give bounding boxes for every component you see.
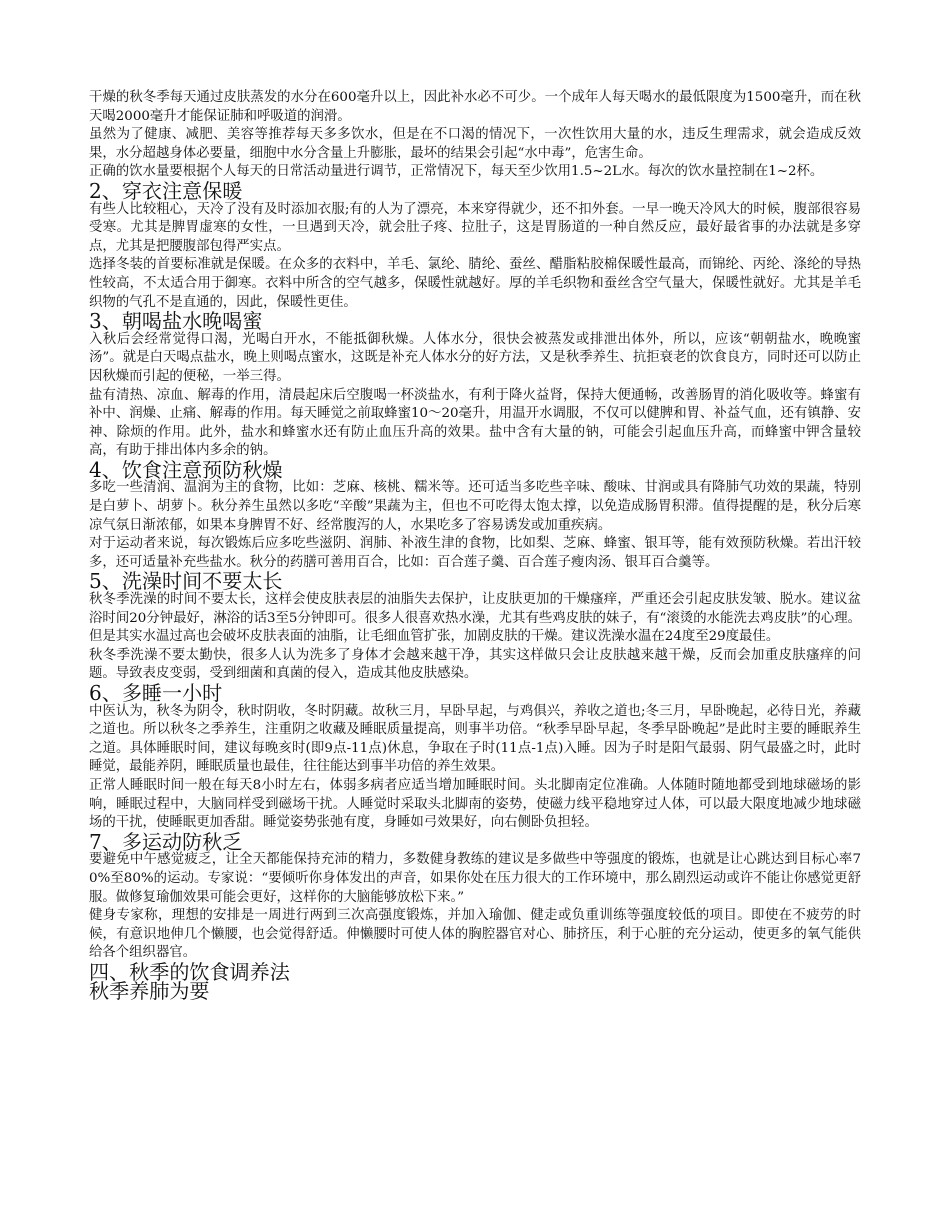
- paragraph-water-intake: 干燥的秋冬季每天通过皮肤蒸发的水分在600毫升以上，因此补水必不可少。一个成年人每天喝水的最低限度为1500毫升，而在秋天喝2000毫升才能保证肺和呼吸道的润滑。: [89, 90, 861, 124]
- paragraph-bath-frequency: 秋冬季洗澡不要太勤快，很多人认为洗多了身体才会越来越干净，其实这样做只会让皮肤越来越干燥，反而会加重皮肤瘙痒的问题。导致表皮变弱，受到细菌和真菌的侵入，造成其他皮肤感染。: [89, 647, 861, 682]
- heading-sleep-more: 6、多睡一小时: [89, 681, 223, 705]
- paragraph-dress-warm: 有些人比较粗心，天冷了没有及时添加衣服;有的人为了漂亮，本来穿得就少，还不扣外套。一早一晚天冷风大的时候，腹部很容易受寒。尤其是脾胃虚寒的女性，一旦遇到天冷，就会肚子疼、拉肚子，这是胃肠道的一种自然反应，最好最省事的办法就是多穿点，尤其是把腰腹部包得严实点。: [89, 201, 861, 254]
- heading-exercise: 7、多运动防秋乏: [89, 829, 243, 854]
- paragraph-exercise-intensity: 要避免中午感觉疲乏，让全天都能保持充沛的精力，多数健身教练的建议是多做些中等强度的锻炼，也就是让心跳达到目标心率70%至80%的运动。专家说：“要倾听你身体发出的声音，如果你处在压力很大的工作环境中，那么剧烈运动或许不能让你感觉更舒服。做修复瑜伽效果可能会更好，这样你的大脑能够放松下来。”: [89, 852, 861, 905]
- paragraph-salt-honey: 入秋后会经常觉得口渴，光喝白开水，不能抵御秋燥。人体水分，很快会被蒸发或排泄出体外，所以，应该“朝朝盐水，晚晚蜜汤”。就是白天喝点盐水，晚上则喝点蜜水，这既是补充人体水分的好方法，又是秋季养生、抗拒衰老的饮食良方，同时还可以防止因秋燥而引起的便秘，一举三得。: [89, 331, 861, 384]
- paragraph-winter-clothing: 选择冬装的首要标准就是保暖。在众多的衣料中，羊毛、氯纶、腈纶、蚕丝、醋脂粘胶棉保暖性最高，而锦纶、丙纶、涤纶的导热性较高，不太适合用于御寒。衣料中所含的空气越多，保暖性就越好。厚的羊毛织物和蚕丝含空气量大，保暖性就好。尤其是羊毛织物的气孔不是直通的，因此，保暖性更佳。: [89, 257, 861, 310]
- heading-diet-dryness: 4、饮食注意预防秋燥: [89, 457, 283, 482]
- paragraph-water-poisoning: 虽然为了健康、减肥、美容等推荐每天多多饮水，但是在不口渴的情况下，一次性饮用大量的水，违反生理需求，就会造成反效果，水分超越身体必要量，细胞中水分含量上升膨胀，最坏的结果会引起“水中毒”，危害生命。: [89, 127, 861, 161]
- paragraph-athlete-diet: 对于运动者来说，每次锻炼后应多吃些滋阴、润肺、补液生津的食物，比如梨、芝麻、蜂蜜、银耳等，能有效预防秋燥。若出汗较多，还可适量补充些盐水。秋分的药膳可善用百合，比如：百合莲子羹、百合莲子瘦肉汤、银耳百合羹等。: [89, 536, 861, 570]
- paragraph-sleep-hours: 正常人睡眠时间一般在每天8小时左右，体弱多病者应适当增加睡眠时间。头北脚南定位准确。人体随时随地都受到地球磁场的影响，睡眠过程中，大脑同样受到磁场干扰。人睡觉时采取头北脚南的姿势，使磁力线平稳地穿过人体，可以最大限度地减少地球磁场的干扰，使睡眠更加香甜。睡觉姿势张弛有度，身睡如弓效果好，向右侧卧负担轻。: [89, 777, 861, 831]
- paragraph-water-amount: 正确的饮水量要根据个人每天的日常活动量进行调节，正常情况下，每天至少饮用1.5~2L水。每次的饮水量控制在1~2杯。: [89, 164, 824, 180]
- paragraph-sleep-tcm: 中医认为，秋冬为阴令，秋时阴收，冬时阴藏。故秋三月，早卧早起，与鸡俱兴，养收之道也;冬三月，早卧晚起，必待日光，养藏之道也。所以秋冬之季养生，注重阴之收藏及睡眠质量提高，则事半功倍。“秋季早卧早起，冬季早卧晚起”是此时主要的睡眠养生之道。具体睡眠时间，建议每晚亥时(即9点-11点)休息，争取在子时(11点-1点)入睡。因为子时是阳气最弱、阴气最盛之时，此时睡觉，最能养阴，睡眠质量也最佳，往往能达到事半功倍的养生效果。: [89, 703, 861, 775]
- paragraph-diet-dryness: 多吃一些清润、温润为主的食物，比如：芝麻、核桃、糯米等。还可适当多吃些辛味、酸味、甘润或具有降肺气功效的果蔬，特别是白萝卜、胡萝卜。秋分养生虽然以多吃“辛酸”果蔬为主，但也不可吃得太饱太撑，以免造成肠胃积滞。值得提醒的是，秋分后寒凉气氛日渐浓郁，如果本身脾胃不好、经常腹泻的人，水果吃多了容易诱发或加重疾病。: [89, 480, 861, 533]
- heading-nourish-lungs: 秋季养肺为要: [89, 978, 210, 1003]
- paragraph-salt-honey-effects: 盐有清热、凉血、解毒的作用，清晨起床后空腹喝一杯淡盐水，有利于降火益肾，保持大便通畅，改善肠胃的消化吸收等。蜂蜜有补中、润燥、止痛、解毒的作用。每天睡觉之前取蜂蜜10～20毫升，用温开水调服，不仅可以健脾和胃、补益气血，还有镇静、安神、除烦的作用。此外，盐水和蜂蜜水还有防止血压升高的效果。盐中含有大量的钠，可能会引起血压升高，而蜂蜜中钾含量较高，有助于排出体内多余的钠。: [89, 387, 861, 459]
- document-body: [89, 89, 861, 1003]
- heading-bath-time: 5、洗澡时间不要太长: [89, 569, 283, 594]
- heading-dress-warm: 2、穿衣注意保暖: [89, 178, 243, 203]
- paragraph-bath-time: 秋冬季洗澡的时间不要太长，这样会使皮肤表层的油脂失去保护，让皮肤更加的干燥瘙痒，严重还会引起皮肤发皱、脱水。建议盆浴时间20分钟最好，淋浴的话3至5分钟即可。很多人很喜欢热水澡，尤其有些鸡皮肤的妹子，有“滚烫的水能洗去鸡皮肤”的心理。但是其实水温过高也会破坏皮肤表面的油脂，让毛细血管扩张，加剧皮肤的干燥。建议洗澡水温在24度至29度最佳。: [89, 592, 861, 645]
- paragraph-exercise-schedule: 健身专家称，理想的安排是一周进行两到三次高强度锻炼，并加入瑜伽、健走或负重训练等强度较低的项目。即使在不疲劳的时候，有意识地伸几个懒腰，也会觉得舒适。伸懒腰时可使人体的胸腔器官对心、肺挤压，利于心脏的充分运动，使更多的氧气能供给各个组织器官。: [89, 908, 861, 961]
- heading-salt-honey: 3、朝喝盐水晚喝蜜: [89, 309, 263, 334]
- heading-autumn-diet: 四、秋季的饮食调养法: [89, 959, 290, 984]
